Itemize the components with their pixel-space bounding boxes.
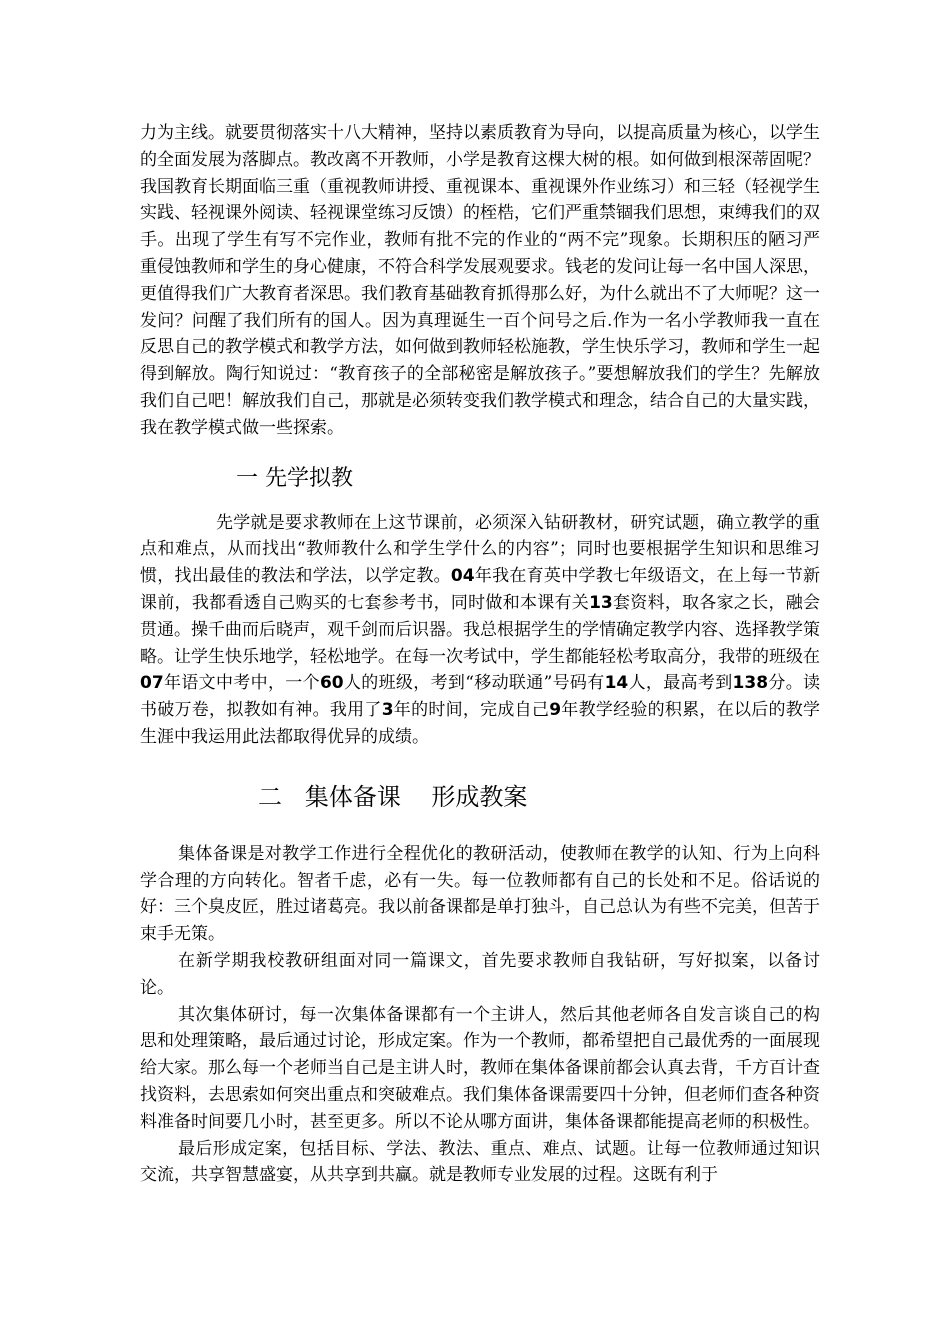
number-run: 13 — [589, 592, 613, 613]
section-1-heading: 一 先学拟教 — [236, 465, 353, 491]
document-page — [140, 120, 820, 1189]
section-2-paragraph-1: 集体备课是对教学工作进行全程优化的教研活动，使教师在教学的认知、行为上向科学合理的方向转化。智者千虑，必有一失。每一位教师都有自己的长处和不足。俗话说的好：三个臭皮匠，胜过诸葛亮。我以前备课都是单打独斗，自己总认为有些不完美，但苦于束手无策。 — [140, 843, 820, 945]
number-run: 138 — [732, 673, 769, 694]
text-run: 先学就是要求教师在上这节课前，必须深入钻研教材，研究试题，确立教学的重点和难点，从而找出“教师教什么和学生学什么的内容”；同时也要根据学生知识和思维习惯，找出最佳的教法和学法，以学定教。 — [140, 512, 820, 587]
text-run: 人，最高考到 — [628, 673, 733, 694]
section-2-paragraph-2: 在新学期我校教研组面对同一篇课文，首先要求教师自我钻研，写好拟案，以备讨论。 — [140, 950, 820, 998]
number-run: 9 — [549, 700, 562, 721]
intro-paragraph: 力为主线。就要贯彻落实十八大精神，坚持以素质教育为导向，以提高质量为核心，以学生的全面发展为落脚点。教改离不开教师，小学是教育这棵大树的根。如何做到根深蒂固呢？我国教育长期面临三重（重视教师讲授、重视课本、重视课外作业练习）和三轻（轻视学生实践、轻视课外阅读、轻视课堂练习反馈）的桎梏，它们严重禁锢我们思想，束缚我们的双手。出现了学生有写不完作业，教师有批不完的作业的“两不完”现象。长期积压的陋习严重侵蚀教师和学生的身心健康，不符合科学发展观要求。钱老的发问让每一名中国人深思，更值得我们广大教育者深思。我们教育基础教育抓得那么好，为什么就出不了大师呢？这一发问？问醒了我们所有的国人。因为真理诞生一百个问号之后.作为一名小学教师我一直在反思自己的教学模式和教学方法，如何做到教师轻松施教，学生快乐学习，教师和学生一起得到解放。陶行知说过：“教育孩子的全部秘密是解放孩子。”要想解放我们的学生？先解放我们自己吧！解放我们自己，那就是必须转变我们教学模式和理念，结合自己的大量实践，我在教学模式做一些探索。 — [140, 123, 820, 438]
text-run: 年的时间，完成自己 — [393, 700, 550, 721]
section-2-paragraph-3: 其次集体研讨，每一次集体备课都有一个主讲人，然后其他老师各自发言谈自己的构思和处理策略，最后通过讨论，形成定案。作为一个教师，都希望把自己最优秀的一面展现给大家。那么每一个老师当自己是主讲人时，教师在集体备课前都会认真去背，千方百计查找资料，去思索如何突出重点和突破难点。我们集体备课需要四十分钟，但老师们查各种资料准备时间要几小时，甚至更多。所以不论从哪方面讲，集体备课都能提高老师的积极性。 — [140, 1004, 820, 1132]
text-run: 年我在育英中学教七年级语文，在上每一节新课前，我都看透自己购买的七套参考书，同时做和本课有关 — [140, 566, 821, 613]
number-run: 60 — [319, 673, 344, 694]
number-run: 04 — [450, 566, 475, 587]
section-1-paragraph — [140, 510, 820, 751]
section-2-paragraph-4: 最后形成定案，包括目标、学法、教法、重点、难点、试题。让每一位教师通过知识交流，共享智慧盛宴，从共享到共赢。就是教师专业发展的过程。这既有利于 — [140, 1138, 820, 1186]
text-run: 套资料，取各家之长，融会贯通。操千曲而后晓声，观千剑而后识器。我总根据学生的学情确定教学内容、选择教学策略。让学生快乐地学，轻松地学。在每一次考试中，学生都能轻松考取高分，我带的班级在 — [140, 592, 821, 667]
number-run: 14 — [604, 673, 629, 694]
text-run: 年语文中考中，一个 — [163, 673, 320, 694]
text-run: 人的班级，考到“移动联通”号码有 — [343, 673, 605, 694]
section-2-heading: 二 集体备课 形成教案 — [258, 782, 528, 811]
number-run: 3 — [381, 700, 394, 721]
text-run: 年教学经验的积累，在以后的教学生涯中我运用此法都取得优异的成绩。 — [140, 700, 821, 747]
text-run: 分。读书破万卷，拟教如有神。我用了 — [140, 673, 821, 721]
number-run: 07 — [140, 673, 164, 694]
